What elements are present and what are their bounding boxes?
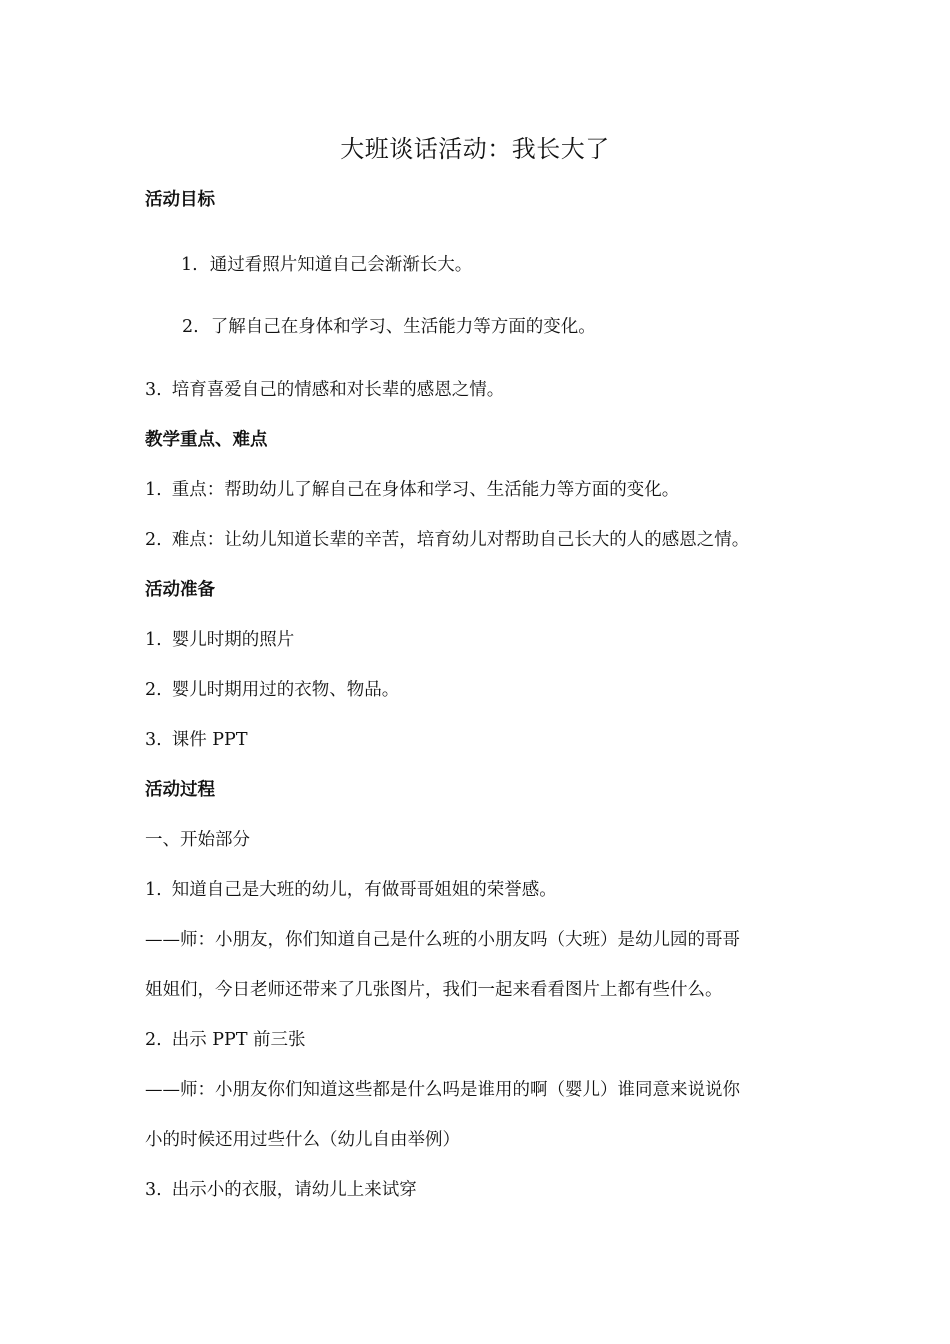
process-step-2-text: 出示 PPT 前三张	[171, 1030, 306, 1050]
page-title: 大班谈话活动：我长大了	[340, 135, 610, 163]
goal-item-2	[182, 314, 596, 340]
process-step-3-number: 3.	[145, 1180, 162, 1200]
goal-item-1-number: 1.	[181, 255, 198, 275]
prep-item-3-number: 3.	[145, 730, 162, 750]
prep-item-2	[145, 677, 399, 703]
goal-item-2-text: 了解自己在身体和学习、生活能力等方面的变化。	[210, 317, 596, 337]
keypoint-item-2-number: 2.	[145, 530, 162, 550]
prep-item-1	[145, 627, 294, 653]
process-step-1	[145, 877, 557, 903]
prep-item-3	[145, 727, 248, 753]
goal-item-2-number: 2.	[182, 317, 199, 337]
keypoint-item-2-text: 难点：让幼儿知道长辈的辛苦，培育幼儿对帮助自己长大的人的感恩之情。	[171, 530, 750, 550]
prep-item-2-text: 婴儿时期用过的衣物、物品。	[171, 680, 400, 700]
keypoint-item-1	[145, 477, 679, 503]
process-step-1-number: 1.	[145, 880, 162, 900]
prep-item-1-number: 1.	[145, 630, 162, 650]
section-heading-preparation: 活动准备	[145, 580, 215, 600]
keypoint-item-1-number: 1.	[145, 480, 162, 500]
prep-item-3-text: 课件 PPT	[171, 730, 248, 750]
goal-item-3	[145, 377, 504, 403]
keypoint-item-2	[145, 527, 749, 553]
prep-item-2-number: 2.	[145, 680, 162, 700]
process-part-1: 一、开始部分	[145, 830, 250, 850]
process-step-2	[145, 1027, 306, 1053]
keypoint-item-1-text: 重点：帮助幼儿了解自己在身体和学习、生活能力等方面的变化。	[171, 480, 680, 500]
section-heading-goals: 活动目标	[145, 190, 215, 210]
goal-item-1	[181, 252, 472, 278]
teacher-dialog-2-line-1: ——师：小朋友你们知道这些都是什么吗是谁用的啊（婴儿）谁同意来说说你	[145, 1080, 740, 1100]
section-heading-keypoints: 教学重点、难点	[145, 430, 268, 450]
process-step-3	[145, 1177, 417, 1203]
teacher-dialog-1-line-2: 姐姐们，今日老师还带来了几张图片，我们一起来看看图片上都有些什么。	[145, 980, 723, 1000]
goal-item-1-text: 通过看照片知道自己会渐渐长大。	[209, 255, 473, 275]
process-step-2-number: 2.	[145, 1030, 162, 1050]
section-heading-process: 活动过程	[145, 780, 215, 800]
teacher-dialog-1-line-1: ——师：小朋友，你们知道自己是什么班的小朋友吗（大班）是幼儿园的哥哥	[145, 930, 740, 950]
process-step-3-text: 出示小的衣服，请幼儿上来试穿	[171, 1180, 417, 1200]
teacher-dialog-2-line-2: 小的时候还用过些什么（幼儿自由举例）	[145, 1130, 460, 1150]
goal-item-3-number: 3.	[145, 380, 162, 400]
goal-item-3-text: 培育喜爱自己的情感和对长辈的感恩之情。	[171, 380, 505, 400]
process-step-1-text: 知道自己是大班的幼儿，有做哥哥姐姐的荣誉感。	[171, 880, 557, 900]
prep-item-1-text: 婴儿时期的照片	[171, 630, 295, 650]
